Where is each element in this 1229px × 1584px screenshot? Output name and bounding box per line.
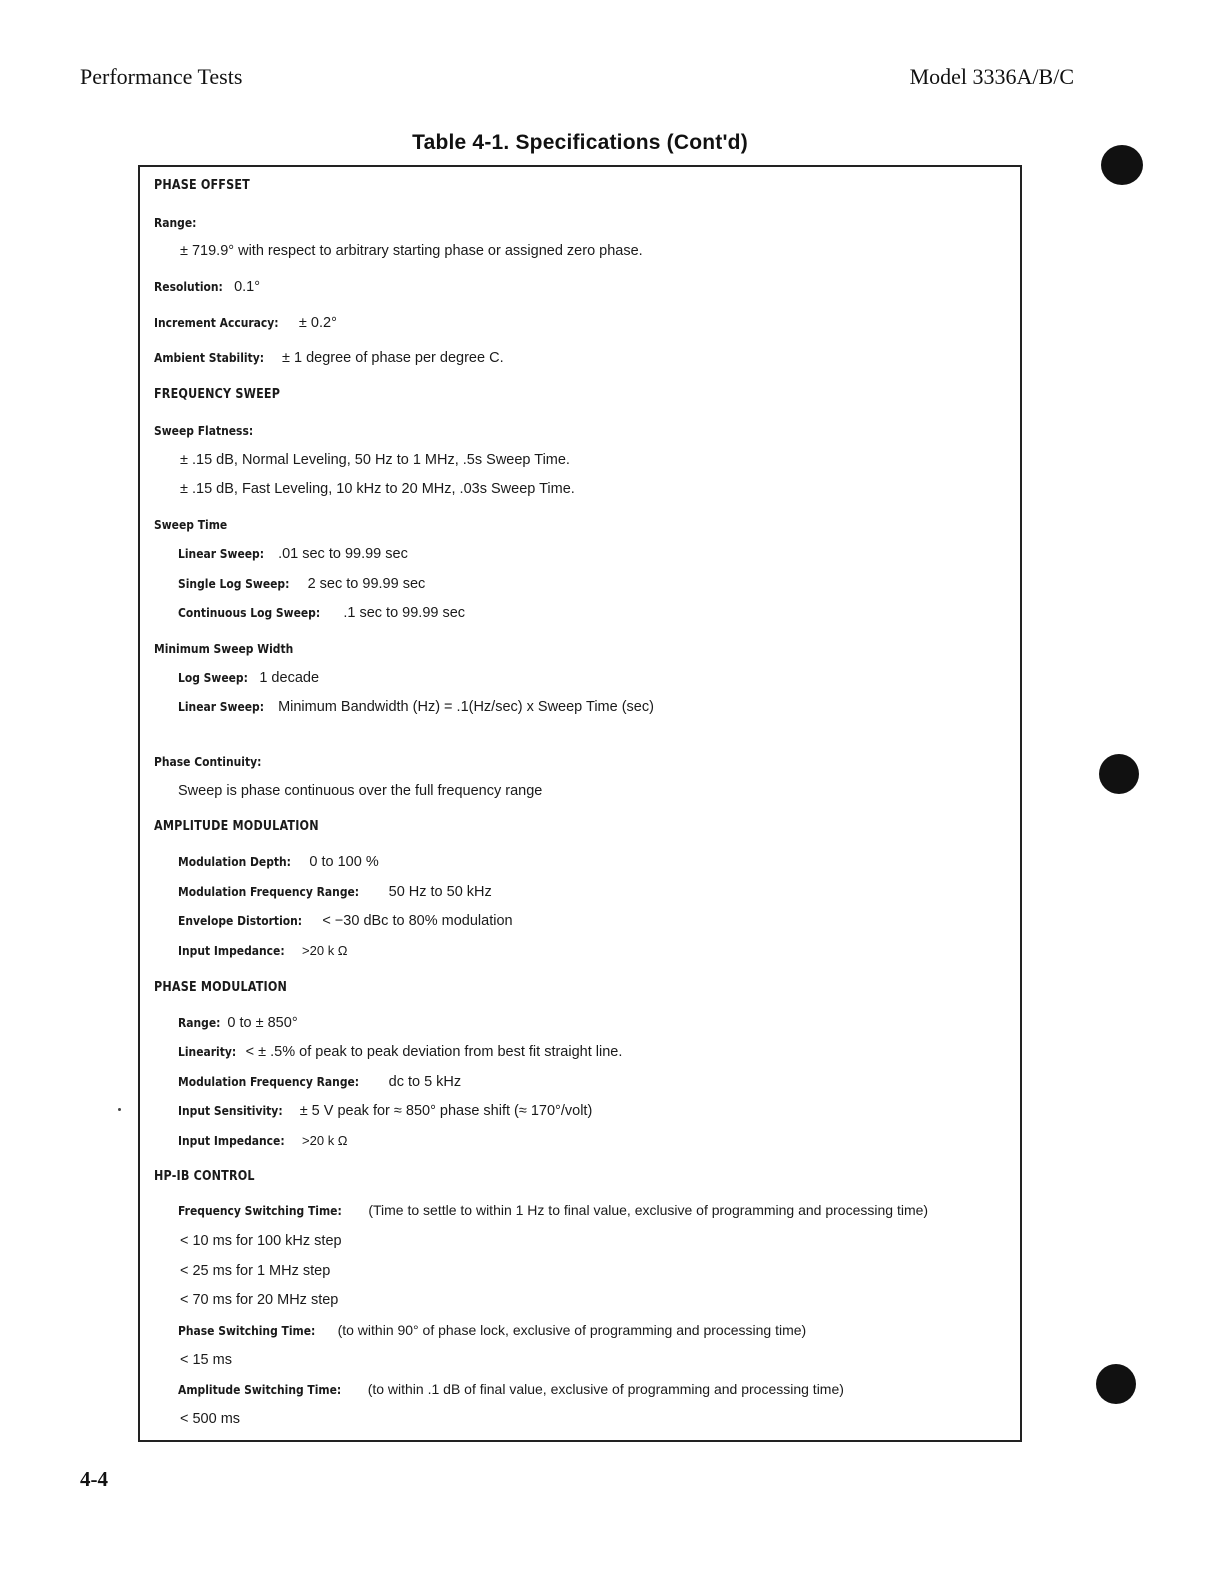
phase-switch-line-1: < 15 ms — [180, 1352, 232, 1368]
increment-accuracy-label: Increment Accuracy: — [154, 315, 279, 330]
continuous-log-sweep-label: Continuous Log Sweep: — [178, 605, 321, 620]
sweep-time-label: Sweep Time — [154, 517, 228, 532]
increment-accuracy-value: ± 0.2° — [298, 315, 337, 331]
freq-switch-label: Frequency Switching Time: — [178, 1203, 342, 1218]
minimum-sweep-width-label: Minimum Sweep Width — [154, 641, 294, 656]
page-number: 4-4 — [80, 1467, 108, 1491]
phase-switch-label: Phase Switching Time: — [178, 1323, 316, 1338]
am-impedance-value: >20 k Ω — [302, 943, 348, 958]
pm-range-value: 0 to ± 850° — [227, 1015, 298, 1031]
single-log-sweep-label: Single Log Sweep: — [178, 576, 290, 591]
phase-switching-time — [178, 1322, 806, 1338]
phase-offset-heading: PHASE OFFSET — [154, 178, 250, 193]
phase-modulation-heading: PHASE MODULATION — [154, 980, 288, 995]
table-title: Table 4-1. Specifications (Cont'd) — [412, 131, 748, 154]
ambient-stability-value: ± 1 degree of phase per degree C. — [282, 350, 504, 366]
linear-sweep-label: Linear Sweep: — [178, 546, 265, 561]
resolution-value: 0.1° — [234, 279, 261, 295]
phase-switch-value: (to within 90° of phase lock, exclusive of programming and processing time) — [337, 1322, 807, 1338]
phase-offset-range-value: ± 719.9° with respect to arbitrary starting phase or assigned zero phase. — [180, 243, 643, 259]
pm-range-label: Range: — [178, 1015, 221, 1030]
page-header-left: Performance Tests — [80, 64, 243, 89]
amplitude-modulation-heading: AMPLITUDE MODULATION — [154, 819, 319, 834]
amp-switch-line-1: < 500 ms — [180, 1411, 241, 1427]
pm-frequency-label: Modulation Frequency Range: — [178, 1074, 360, 1089]
pm-input-impedance — [178, 1133, 348, 1149]
pm-modulation-frequency — [178, 1074, 461, 1090]
ambient-stability-label: Ambient Stability: — [154, 350, 265, 365]
am-depth-label: Modulation Depth: — [178, 854, 291, 869]
continuous-log-sweep-time — [178, 605, 465, 621]
phase-offset-resolution — [154, 279, 260, 295]
binder-hole-middle — [1099, 754, 1139, 794]
pm-range — [178, 1015, 298, 1031]
linear-sweep-width-label: Linear Sweep: — [178, 699, 265, 714]
single-log-sweep-time — [178, 576, 425, 592]
freq-switch-line-1: < 10 ms for 100 kHz step — [180, 1233, 342, 1249]
sweep-flatness-line-2: ± .15 dB, Fast Leveling, 10 kHz to 20 MHz, .03s Sweep Time. — [180, 481, 575, 497]
am-modulation-depth — [178, 854, 379, 870]
sweep-flatness-line-1: ± .15 dB, Normal Leveling, 50 Hz to 1 MHz, .5s Sweep Time. — [180, 452, 570, 468]
log-sweep-label: Log Sweep: — [178, 670, 248, 685]
binder-hole-top — [1101, 145, 1143, 185]
freq-switch-line-3: < 70 ms for 20 MHz step — [180, 1292, 339, 1308]
frequency-sweep-heading: FREQUENCY SWEEP — [154, 387, 281, 402]
resolution-label: Resolution: — [154, 279, 223, 294]
log-sweep-width — [178, 670, 319, 686]
phase-continuity-value: Sweep is phase continuous over the full frequency range — [178, 783, 543, 799]
frequency-switching-time — [178, 1202, 928, 1218]
linear-sweep-time — [178, 546, 408, 562]
linear-sweep-width — [178, 699, 654, 715]
pm-sensitivity-value: ± 5 V peak for ≈ 850° phase shift (≈ 170°/volt) — [299, 1103, 593, 1119]
phase-continuity-label: Phase Continuity: — [154, 754, 262, 769]
log-sweep-value: 1 decade — [259, 670, 320, 686]
pm-impedance-label: Input Impedance: — [178, 1133, 285, 1148]
pm-frequency-value: dc to 5 kHz — [388, 1074, 462, 1090]
amp-switch-value: (to within .1 dB of final value, exclusive of programming and processing time) — [367, 1381, 844, 1397]
linear-sweep-width-value: Minimum Bandwidth (Hz) = .1(Hz/sec) x Sweep Time (sec) — [278, 699, 654, 715]
page-header-right: Model 3336A/B/C — [909, 64, 1074, 89]
hpib-control-heading: HP-IB CONTROL — [154, 1169, 255, 1184]
am-depth-value: 0 to 100 % — [309, 854, 379, 870]
amplitude-switching-time — [178, 1381, 844, 1397]
am-envelope-label: Envelope Distortion: — [178, 913, 303, 928]
freq-switch-line-2: < 25 ms for 1 MHz step — [180, 1263, 331, 1279]
pm-linearity-label: Linearity: — [178, 1044, 237, 1059]
phase-offset-range-label: Range: — [154, 215, 197, 230]
stray-speck — [118, 1108, 121, 1111]
freq-switch-value: (Time to settle to within 1 Hz to final value, exclusive of programming and processing time) — [368, 1202, 929, 1218]
amp-switch-label: Amplitude Switching Time: — [178, 1382, 342, 1397]
pm-impedance-value: >20 k Ω — [302, 1133, 348, 1148]
continuous-log-sweep-value: .1 sec to 99.99 sec — [343, 605, 466, 621]
sweep-flatness-label: Sweep Flatness: — [154, 423, 254, 438]
pm-sensitivity-label: Input Sensitivity: — [178, 1103, 283, 1118]
phase-offset-increment — [154, 315, 337, 331]
phase-offset-ambient — [154, 350, 504, 366]
am-input-impedance — [178, 943, 348, 959]
pm-input-sensitivity — [178, 1103, 592, 1119]
pm-linearity — [178, 1044, 622, 1060]
binder-hole-bottom — [1096, 1364, 1136, 1404]
am-frequency-value: 50 Hz to 50 kHz — [388, 884, 492, 900]
am-frequency-label: Modulation Frequency Range: — [178, 884, 360, 899]
linear-sweep-value: .01 sec to 99.99 sec — [278, 546, 408, 562]
single-log-sweep-value: 2 sec to 99.99 sec — [307, 576, 426, 592]
am-envelope-value: < −30 dBc to 80% modulation — [322, 913, 513, 929]
am-envelope-distortion — [178, 913, 513, 929]
pm-linearity-value: < ± .5% of peak to peak deviation from best fit straight line. — [245, 1044, 623, 1060]
am-impedance-label: Input Impedance: — [178, 943, 285, 958]
am-modulation-frequency — [178, 884, 492, 900]
